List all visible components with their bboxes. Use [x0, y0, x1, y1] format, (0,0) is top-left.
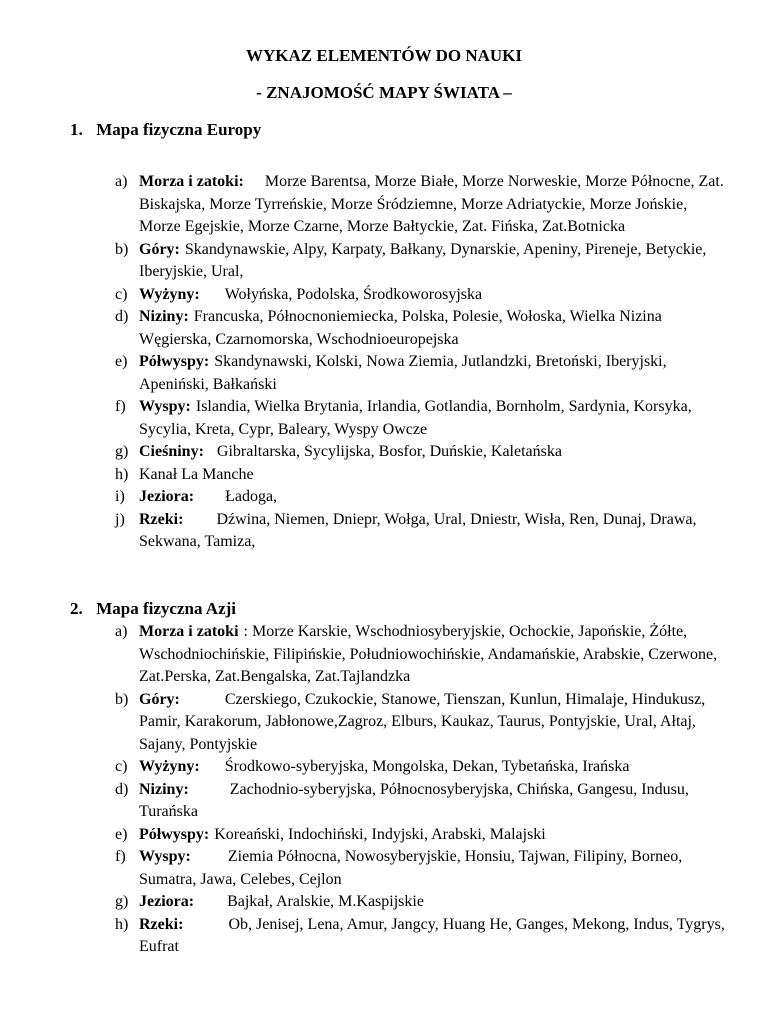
list-item — [115, 756, 725, 779]
list-item — [115, 239, 725, 284]
item-label: Wyżyny: — [139, 285, 200, 303]
section-number: 1. — [70, 120, 83, 139]
item-text: Wołyńska, Podolska, Środkoworosyjska — [224, 285, 483, 303]
item-marker: g) — [115, 443, 129, 460]
section-heading-asia — [70, 598, 236, 621]
item-label: Góry: — [139, 690, 180, 708]
item-label: Jeziora: — [139, 488, 195, 505]
item-label: Rzeki: — [139, 510, 184, 528]
item-text: Środkowo-syberyjska, Mongolska, Dekan, Tybetańska, Irańska — [224, 758, 630, 775]
item-marker: f) — [115, 398, 126, 415]
item-label: Wyspy: — [139, 848, 191, 865]
item-marker: a) — [115, 623, 128, 640]
item-label: Półwyspy: — [139, 353, 210, 370]
list-item — [115, 824, 725, 847]
item-label: Jeziora: — [139, 893, 195, 910]
section-heading-europe — [70, 119, 261, 142]
list-item — [115, 621, 725, 689]
item-label: Góry: — [139, 240, 180, 258]
item-label: Rzeki: — [139, 915, 184, 933]
asia-list — [115, 621, 725, 959]
item-marker: b) — [115, 240, 129, 258]
list-item — [115, 891, 725, 914]
item-marker: h) — [115, 915, 129, 933]
item-marker: b) — [115, 690, 129, 708]
list-item — [115, 689, 725, 757]
item-text: Ob, Jenisej, Lena, Amur, Jangcy, Huang He, Ganges, Mekong, Indus, Tygrys, Eufrat — [139, 915, 725, 955]
list-item — [115, 306, 725, 351]
item-text: Dźwina, Niemen, Dniepr, Wołga, Ural, Dniestr, Wisła, Ren, Dunaj, Drawa, Sekwana, Tamiza, — [139, 510, 697, 550]
item-text: Ładoga, — [225, 488, 278, 505]
item-label: Wyżyny: — [139, 758, 200, 775]
list-item — [115, 486, 725, 509]
list-item — [115, 441, 725, 464]
list-item — [115, 464, 725, 487]
item-marker: f) — [115, 848, 126, 865]
item-marker: j) — [115, 510, 125, 528]
item-marker: e) — [115, 825, 128, 843]
item-marker: e) — [115, 353, 128, 370]
item-label: Morza i zatoki: — [139, 173, 244, 190]
item-text: Skandynawski, Kolski, Nowa Ziemia, Jutlandzki, Bretoński, Iberyjski, Apeniński, Bałkański — [139, 353, 667, 393]
item-text: Islandia, Wielka Brytania, Irlandia, Gotlandia, Bornholm, Sardynia, Korsyka, Sycylia, Kreta, Cypr, Baleary, Wyspy Owcze — [139, 398, 692, 438]
document-subtitle: - ZNAJOMOŚĆ MAPY ŚWIATA – — [256, 83, 512, 102]
section-number: 2. — [70, 599, 83, 618]
item-text: Skandynawskie, Alpy, Karpaty, Bałkany, Dynarskie, Apeniny, Pireneje, Betyckie, Iberyjskie, Ural, — [139, 240, 707, 280]
list-item — [115, 779, 725, 824]
list-item — [115, 509, 725, 554]
list-item — [115, 171, 725, 239]
item-marker: c) — [115, 285, 128, 303]
section-title: Mapa fizyczna Europy — [96, 120, 262, 139]
item-label: Wyspy: — [139, 398, 191, 415]
item-text: Koreański, Indochiński, Indyjski, Arabski, Malajski — [214, 825, 546, 843]
item-label: Półwyspy: — [139, 825, 210, 843]
item-label: Niziny: — [139, 780, 189, 798]
item-text: Czerskiego, Czukockie, Stanowe, Tienszan, Kunlun, Himalaje, Hindukusz, Pamir, Karakorum, Jabłonowe,Zagroz, Elburs, Kaukaz, Taurus, Pontyjskie, Ural, Ałtaj, Sajany, Pontyjskie — [139, 690, 706, 753]
list-item — [115, 914, 725, 959]
item-label: Niziny: — [139, 308, 189, 325]
item-marker: d) — [115, 308, 129, 325]
item-text: Morze Barentsa, Morze Białe, Morze Norweskie, Morze Północne, Zat. Biskajska, Morze Tyrreńskie, Morze Śródziemne, Morze Adriatyckie, Morze Jońskie, Morze Egejskie, Morze Czarne, Morze Bałtyckie, Zat. Fińska, Zat.Botnicka — [139, 173, 724, 235]
list-item — [115, 351, 725, 396]
item-text: Ziemia Północna, Nowosyberyjskie, Honsiu, Tajwan, Filipiny, Borneo, Sumatra, Jawa, Celebes, Cejlon — [139, 848, 683, 888]
item-marker: d) — [115, 780, 129, 798]
list-item — [115, 846, 725, 891]
section-title: Mapa fizyczna Azji — [96, 599, 236, 618]
item-marker: i) — [115, 488, 125, 505]
item-text: : Morze Karskie, Wschodniosyberyjskie, Ochockie, Japońskie, Żółte, Wschodniochińskie, Filipińskie, Południowochińskie, Andamańskie, Arabskie, Czerwone, Zat.Perska, Zat.Bengalska, Zat.Tajlandzka — [139, 623, 718, 685]
document-title: WYKAZ ELEMENTÓW DO NAUKI — [246, 46, 522, 65]
item-text: Gibraltarska, Sycylijska, Bosfor, Duńskie, Kaletańska — [216, 443, 562, 460]
item-marker: h) — [115, 465, 129, 483]
item-marker: g) — [115, 893, 129, 910]
item-label: Morza i zatoki — [139, 623, 239, 640]
item-marker: c) — [115, 758, 128, 775]
item-text: Bajkał, Aralskie, M.Kaspijskie — [227, 893, 424, 910]
item-text: Francuska, Północnoniemiecka, Polska, Polesie, Wołoska, Wielka Nizina Węgierska, Czarnomorska, Wschodnioeuropejska — [139, 308, 662, 348]
item-text: Kanał La Manche — [139, 465, 254, 483]
item-marker: a) — [115, 173, 128, 190]
item-label: Cieśniny: — [139, 443, 204, 460]
europe-list — [115, 171, 725, 554]
list-item — [115, 284, 725, 307]
item-text: Zachodnio-syberyjska, Północnosyberyjska, Chińska, Gangesu, Indusu, Turańska — [139, 780, 689, 820]
list-item — [115, 396, 725, 441]
